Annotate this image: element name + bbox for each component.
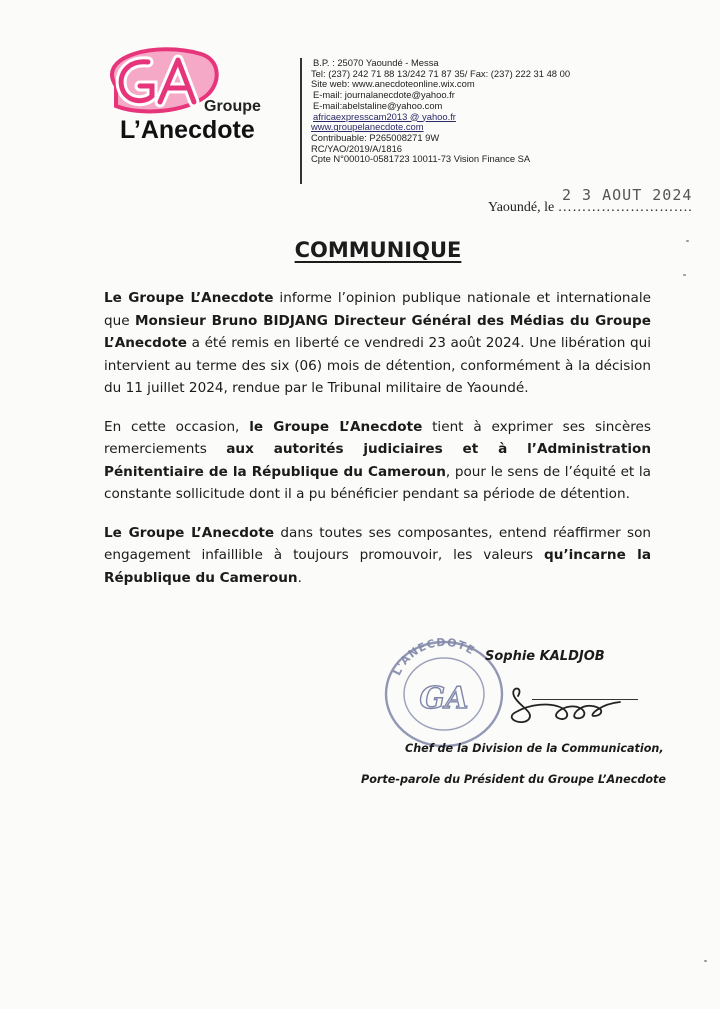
p2-bold-d: aux autorités judiciaires et à l’Administration Pénitentiaire de la République du Cameroun xyxy=(104,441,651,480)
p1-text-d: a été remis en liberté ce vendredi 23 août 2024. Une libération qui intervient au terme des six (06) mois de détention, conformément à la décision du 11 juillet 2024, rendue par le Tribunal militaire de Yaoundé. xyxy=(104,335,651,396)
p3-text-d: . xyxy=(297,569,302,586)
contact-website-link[interactable]: www.groupelanecdote.com xyxy=(311,121,424,133)
p1-bold-a: Le Groupe L’Anecdote xyxy=(104,290,274,306)
paragraph-3 xyxy=(104,522,651,590)
contact-registry: RC/YAO/2019/A/1816 xyxy=(311,142,403,154)
p3-bold-c: qu’incarne la République du Cameroun xyxy=(104,547,651,586)
logo-company-name: L’Anecdote xyxy=(120,116,255,144)
contact-email-3[interactable]: africaexpresscam2013 @ yahoo.fr xyxy=(313,110,456,122)
contact-block xyxy=(311,58,611,165)
p2-text-c: tient à exprimer ses sincères remerciements xyxy=(104,418,651,457)
signer-name: Sophie KALDJOB xyxy=(485,649,605,664)
contact-phone: Tel: (237) 242 71 88 13/242 71 87 35/ Fax: (237) 222 31 48 00 xyxy=(311,67,571,79)
p2-text-a: En cette occasion, xyxy=(104,418,250,435)
p2-bold-b: le Groupe L’Anecdote xyxy=(249,418,423,435)
signer-role: Chef de la Division de la Communication, xyxy=(405,742,664,755)
place-date-line xyxy=(488,200,692,216)
handwritten-signature xyxy=(480,682,650,730)
company-logo xyxy=(86,46,286,146)
p1-text-b: informe l’opinion publique nationale et internationale que xyxy=(104,290,651,329)
p2-text-e: , pour le sens de l’équité et la constante sollicitude dont il a pu bénéficier pendant sa période de détention. xyxy=(104,463,651,502)
stamp-inner-mark: GA xyxy=(419,681,469,716)
scan-speck xyxy=(704,960,707,962)
contact-website: Site web: www.anecdoteonline.wix.com xyxy=(311,78,475,90)
signer-role-2: Porte-parole du Président du Groupe L’Anecdote xyxy=(361,773,666,786)
signature-line xyxy=(532,699,638,700)
contact-po-box: B.P. : 25070 Yaoundé - Messa xyxy=(313,57,439,68)
contact-email-2: E-mail:abelstaline@yahoo.com xyxy=(313,99,443,111)
contact-email-1: E-mail: journalanecdote@yahoo.fr xyxy=(313,89,455,101)
date-dots: ………………………. xyxy=(557,200,693,215)
scan-speck xyxy=(683,274,686,276)
svg-text:L'ANECDOTE xyxy=(390,636,477,678)
p3-text-b: dans toutes ses composantes, entend réaffirmer son engagement infaillible à toujours promouvoir, les valeurs xyxy=(104,524,651,563)
document-title: COMMUNIQUE xyxy=(294,238,462,262)
stamped-date: 2 3 AOUT 2024 xyxy=(562,186,693,204)
contact-bank-account: Cpte N°00010-0581723 10011-73 Vision Finance SA xyxy=(311,153,531,165)
p3-bold-a: Le Groupe L’Anecdote xyxy=(104,524,275,541)
stamp-text: L'ANECDOTE xyxy=(390,635,478,678)
place-label: Yaoundé, le xyxy=(488,200,555,215)
p1-bold-c: Monsieur Bruno BIDJANG Directeur Général des Médias du Groupe L’Anecdote xyxy=(104,312,651,351)
header-divider xyxy=(300,58,302,184)
paragraph-1 xyxy=(104,287,651,400)
scan-speck xyxy=(686,240,689,242)
contact-taxpayer-id: Contribuable: P265008271 9W xyxy=(311,131,440,143)
logo-groupe-text: Groupe xyxy=(204,98,261,115)
document-body xyxy=(104,287,651,605)
paragraph-2 xyxy=(104,416,651,506)
